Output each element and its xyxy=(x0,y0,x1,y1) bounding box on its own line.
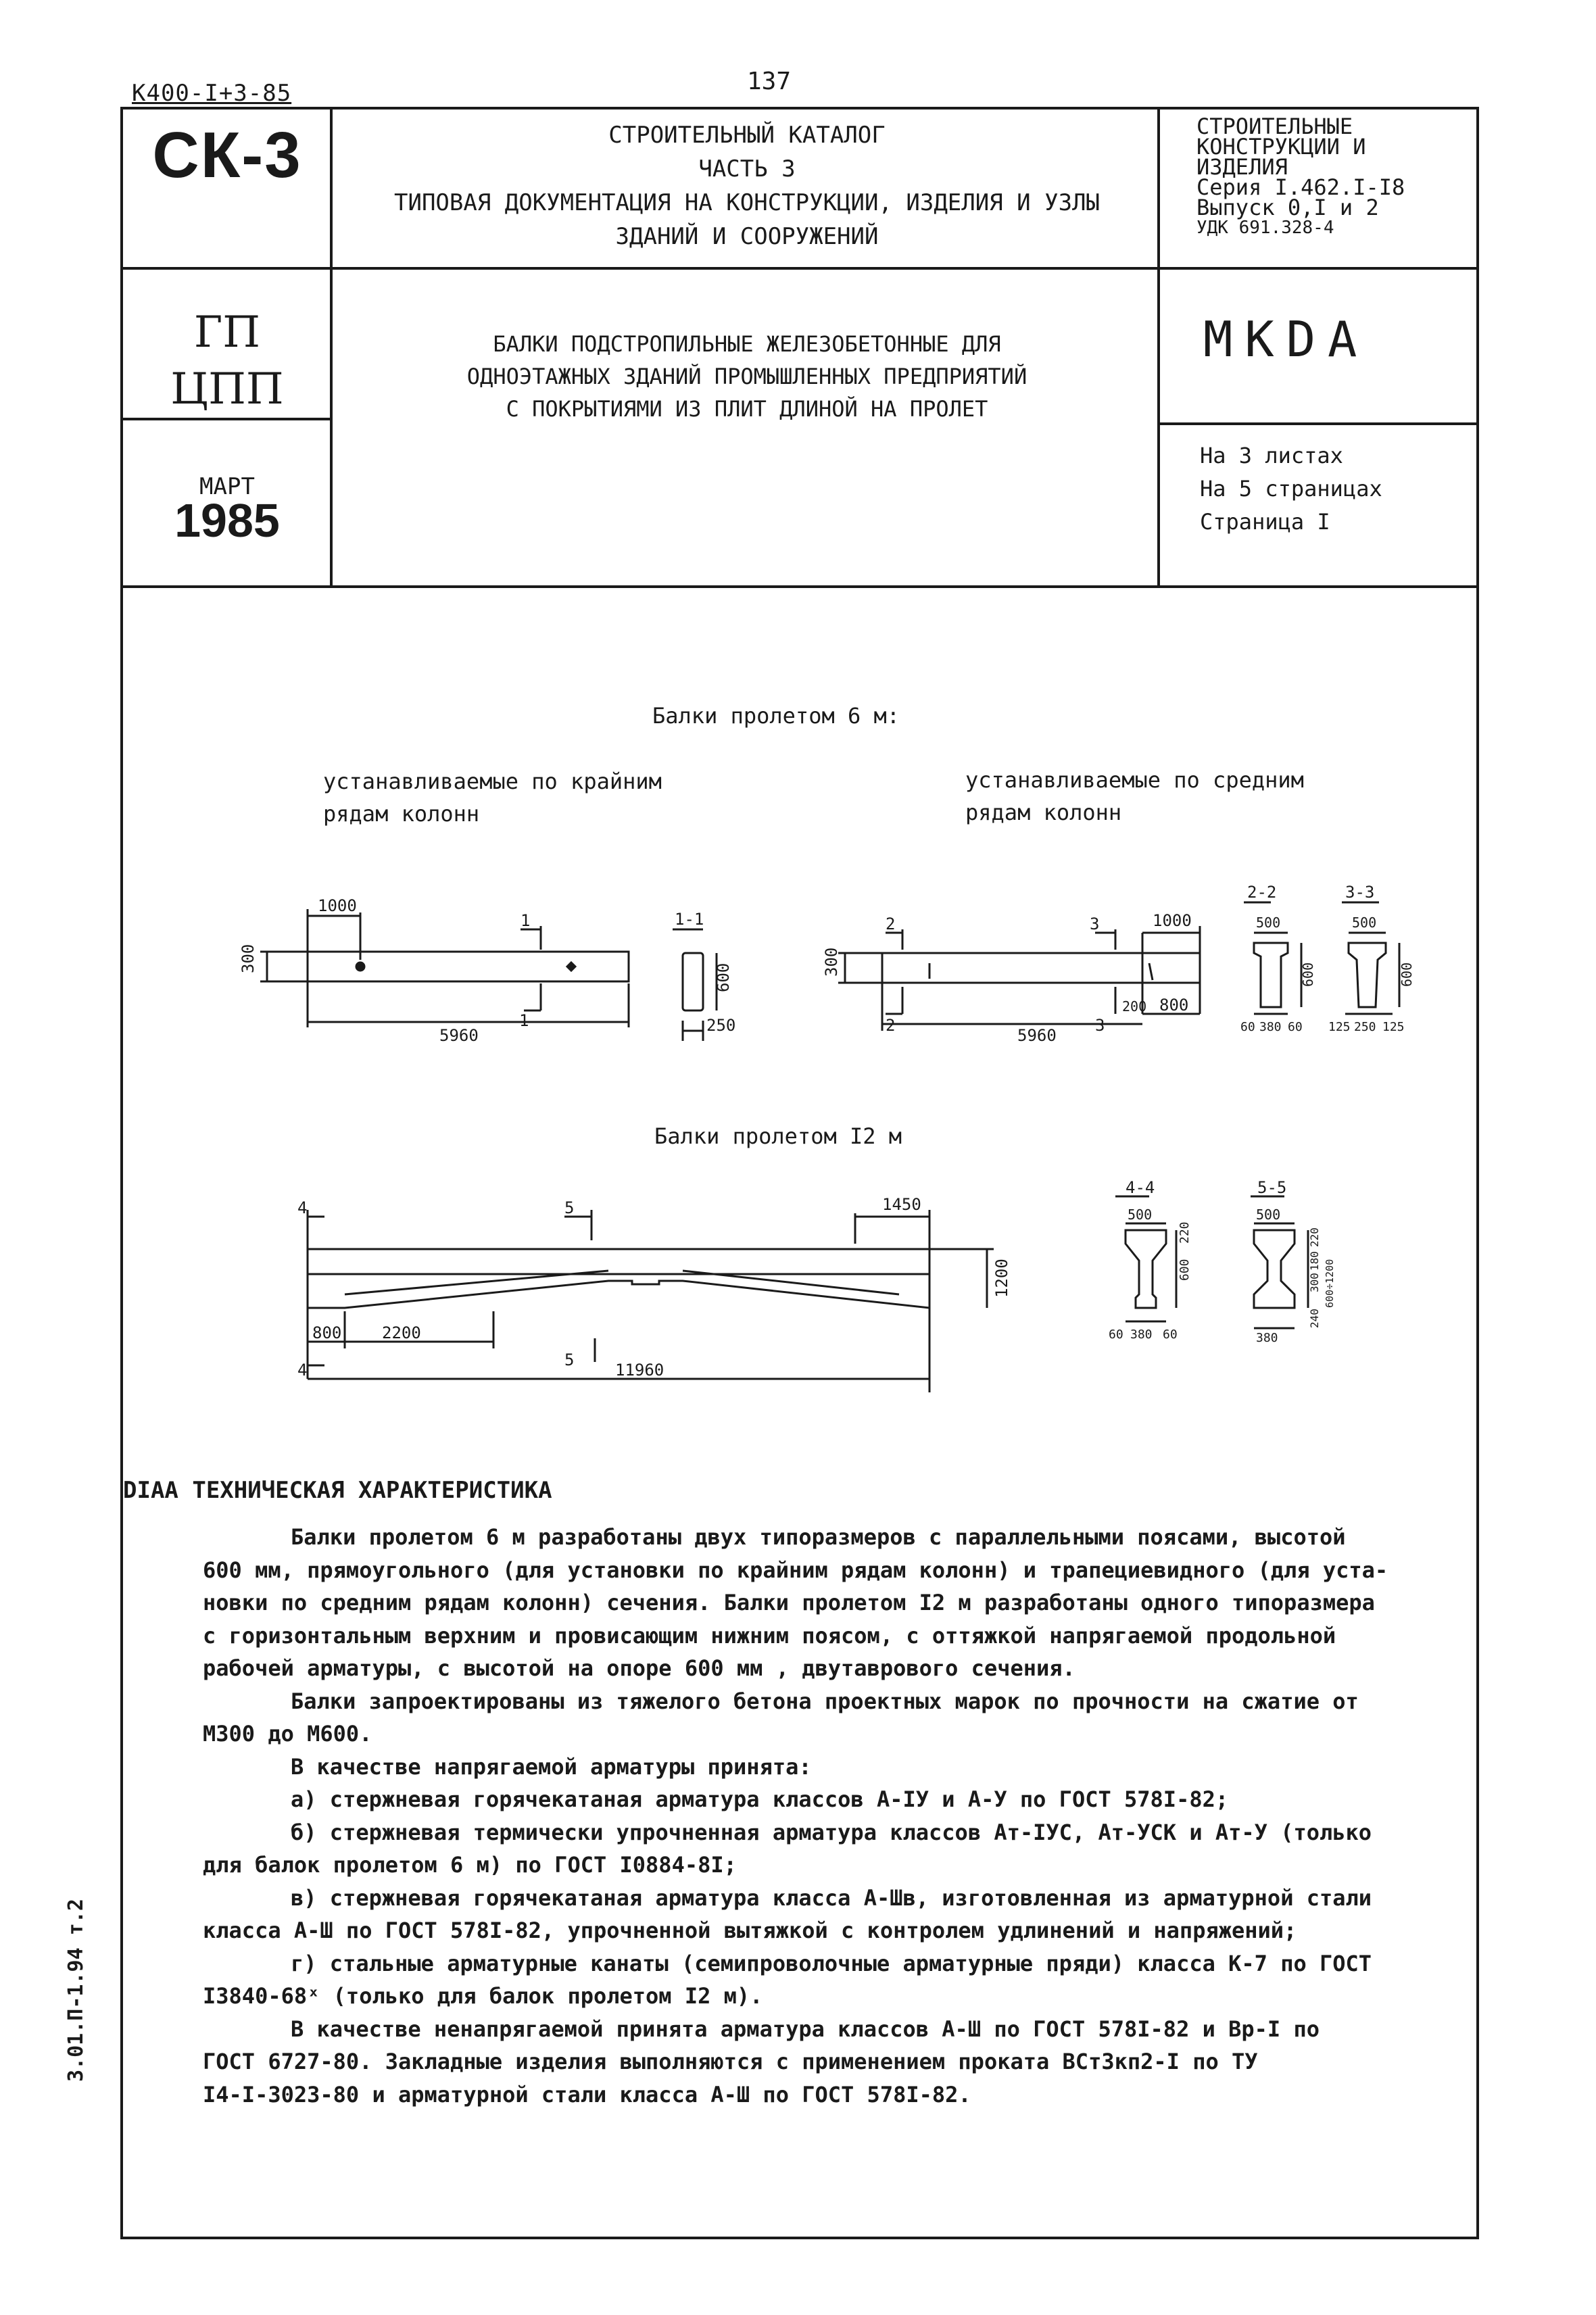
section-3-3 xyxy=(1349,943,1386,1007)
text-line: в) стержневая горячекатаная арматура класса А-Шв, изготовленная из арматурной стали xyxy=(291,1884,1372,1911)
dim-text: 380 xyxy=(1256,1331,1278,1345)
classification-mark: МКDА xyxy=(1203,311,1370,368)
text-line: рабочей арматуры, с высотой на опоре 600 мм , двутаврового сечения. xyxy=(203,1655,1075,1681)
text-line: Балки запроектированы из тяжелого бетона проектных марок по прочности на сжатие от xyxy=(291,1688,1359,1714)
section-label: 1-1 xyxy=(675,910,704,929)
dim-text: 600 xyxy=(1178,1259,1192,1281)
dim-text: 1000 xyxy=(1153,911,1192,930)
org-line: ЦПП xyxy=(170,364,284,414)
dim-text: 180 xyxy=(1308,1251,1321,1271)
dim-text: 1450 xyxy=(882,1195,921,1214)
span12-title: Балки пролетом I2 м xyxy=(654,1123,902,1149)
cut-label: 4 xyxy=(297,1198,308,1217)
text-line: для балок пролетом 6 м) по ГОСТ I0884-8I; xyxy=(203,1852,737,1878)
section-label: 3-3 xyxy=(1345,883,1375,902)
series-line: Серия I.462.I-I8 xyxy=(1196,174,1405,200)
udk-line: УДК 691.328-4 xyxy=(1196,218,1334,238)
dim-text: 500 xyxy=(1352,915,1377,931)
dim-text: 250 xyxy=(706,1016,736,1035)
dim-text: 500 xyxy=(1256,1207,1281,1223)
dim-text: 600 xyxy=(1300,962,1316,987)
technical-description xyxy=(203,1521,1440,2111)
catalog-line: ЧАСТЬ 3 xyxy=(698,155,796,182)
dim-text: 125 xyxy=(1328,1020,1351,1034)
text-line: В качестве напрягаемой арматуры принята: xyxy=(291,1753,812,1780)
dim-text: 380 xyxy=(1130,1327,1153,1342)
page-index: Страница I xyxy=(1200,509,1330,535)
section-5-5 xyxy=(1254,1230,1295,1308)
dim-text: 800 xyxy=(1159,996,1189,1015)
catalog-line: СТРОИТЕЛЬНЫЙ КАТАЛОГ xyxy=(608,122,886,149)
text-line: а) стержневая горячекатаная арматура классов А-IУ и А-У по ГОСТ 578I-82; xyxy=(291,1786,1229,1812)
caption-line: рядам колонн xyxy=(965,800,1122,825)
dim-text: 220 xyxy=(1308,1227,1321,1247)
span6-title: Балки пролетом 6 м: xyxy=(652,703,900,729)
section-line: СТРОИТЕЛЬНЫЕ xyxy=(1196,114,1353,139)
dim-text: 220 xyxy=(1178,1221,1192,1244)
title-line: БАЛКИ ПОДСТРОПИЛЬНЫЕ ЖЕЛЕЗОБЕТОННЫЕ ДЛЯ xyxy=(493,331,1001,357)
cut-label: 2 xyxy=(886,915,896,933)
dim-text: 1000 xyxy=(318,896,357,915)
title-line: ОДНОЭТАЖНЫХ ЗДАНИЙ ПРОМЫШЛЕННЫХ ПРЕДПРИЯТИЙ xyxy=(466,364,1027,389)
dim-text: 380 xyxy=(1259,1020,1282,1034)
dim-text: 300 xyxy=(1308,1273,1321,1292)
lifting-mark xyxy=(567,962,575,971)
dim-text: 200 xyxy=(1122,998,1147,1015)
text-line: новки по средним рядам колонн) сечения. Балки пролетом I2 м разработаны одного типоразмера xyxy=(203,1590,1375,1615)
text-line: I3840-68ˣ (только для балок пролетом I2 м). xyxy=(203,1983,763,2009)
cut-label: 1 xyxy=(521,911,531,930)
dim-text: 5960 xyxy=(1017,1026,1057,1045)
lifting-hole xyxy=(356,962,364,971)
text-line: I4-I-3023-80 и арматурной стали класса А-Ш по ГОСТ 578I-82. xyxy=(203,2081,971,2107)
section-label: 2-2 xyxy=(1247,883,1277,902)
catalog-line: ЗДАНИЙ И СООРУЖЕНИЙ xyxy=(615,223,879,250)
dim-text: 800 xyxy=(312,1323,342,1342)
section-label: 4-4 xyxy=(1126,1178,1155,1197)
dim-text: 300 xyxy=(239,944,258,973)
dim-text: 60 xyxy=(1240,1020,1255,1034)
dim-text: 500 xyxy=(1128,1207,1153,1223)
text-line: 600 мм, прямоугольного (для установки по крайним рядам колонн) и трапециевидного (для уста- xyxy=(203,1557,1388,1583)
cut-label: 3 xyxy=(1095,1016,1105,1035)
cut-label: 4 xyxy=(297,1361,308,1380)
cut-label: 1 xyxy=(519,1011,529,1030)
cut-label: 5 xyxy=(564,1350,575,1369)
section-2-2 xyxy=(1254,943,1288,1007)
sheets-count: На 3 листах xyxy=(1200,443,1343,468)
caption-line: рядам колонн xyxy=(323,801,480,827)
catalog-line: ТИПОВАЯ ДОКУМЕНТАЦИЯ НА КОНСТРУКЦИИ, ИЗДЕЛИЯ И УЗЛЫ xyxy=(394,189,1100,216)
text-line: класса А-Ш по ГОСТ 578I-82, упрочненной вытяжкой с контролем удлинений и напряжений; xyxy=(203,1918,1297,1943)
text-line: г) стальные арматурные канаты (семипроволочные арматурные пряди) класса К-7 по ГОСТ xyxy=(291,1950,1372,1976)
dim-text: 300 xyxy=(822,947,841,977)
dim-text: 600 xyxy=(1399,962,1415,987)
dim-text: 600÷1200 xyxy=(1324,1259,1336,1308)
side-code: 3.01.П-1.94 т.2 xyxy=(64,1899,88,2082)
section-line: ИЗДЕЛИЯ xyxy=(1196,154,1288,180)
dim-text: 1200 xyxy=(992,1259,1011,1298)
cut-label: 3 xyxy=(1090,915,1100,933)
section-line: КОНСТРУКЦИИ И xyxy=(1196,134,1366,160)
text-line: б) стержневая термически упрочненная арматура классов Ат-IУС, Ат-УСК и Ат-У (только xyxy=(291,1819,1372,1845)
dim-text: 2200 xyxy=(382,1323,421,1342)
title-line: С ПОКРЫТИЯМИ ИЗ ПЛИТ ДЛИНОЙ НА ПРОЛЕТ xyxy=(506,396,988,422)
dim-text: 500 xyxy=(1256,915,1281,931)
dim-text: 240 xyxy=(1308,1309,1321,1328)
section-4-4 xyxy=(1126,1230,1166,1308)
caption-line: устанавливаемые по крайним xyxy=(323,769,662,794)
beam-12m-top-chord xyxy=(308,1249,929,1274)
section-label: 5-5 xyxy=(1257,1178,1287,1197)
document-code: К400-I+3-85 xyxy=(132,80,292,107)
mark xyxy=(1149,963,1153,980)
dim-text: 125 xyxy=(1382,1020,1405,1034)
issue-line: Выпуск 0,I и 2 xyxy=(1196,195,1379,220)
beam-12m-bottom-chord xyxy=(308,1274,929,1308)
caption-line: устанавливаемые по средним xyxy=(965,767,1304,793)
text-line: с горизонтальным верхним и провисающим нижним поясом, с оттяжкой напрягаемой продольной xyxy=(203,1622,1336,1649)
dim-text: 600 xyxy=(714,962,733,992)
cut-label: 5 xyxy=(564,1198,575,1217)
dim-text: 250 xyxy=(1354,1020,1376,1034)
dim-text: 11960 xyxy=(615,1361,664,1380)
text-line: В качестве ненапрягаемой принята арматура классов А-Ш по ГОСТ 578I-82 и Вр-I по xyxy=(291,2016,1320,2042)
org-line: ГП xyxy=(193,308,261,358)
dim-text: 60 xyxy=(1109,1327,1123,1342)
text-line: М300 до М600. xyxy=(203,1721,372,1747)
dim-text: 60 xyxy=(1288,1020,1303,1034)
section-1-1 xyxy=(683,953,703,1010)
cut-label: 2 xyxy=(886,1016,896,1035)
section-heading: DIАА ТЕХНИЧЕСКАЯ ХАРАКТЕРИСТИКА xyxy=(123,1477,552,1504)
pages-count: На 5 страницах xyxy=(1200,476,1382,502)
release-month: МАРТ xyxy=(199,473,255,500)
catalog-code: СК-3 xyxy=(152,119,302,191)
dim-text: 5960 xyxy=(439,1026,479,1045)
release-year: 1985 xyxy=(174,494,280,547)
text-line: ГОСТ 6727-80. Закладные изделия выполняются с применением проката ВСт3кп2-I по ТУ xyxy=(203,2049,1258,2074)
text-line: Балки пролетом 6 м разработаны двух типоразмеров с параллельными поясами, высотой xyxy=(291,1524,1346,1550)
page-number: 137 xyxy=(747,68,792,95)
dim-text: 60 xyxy=(1163,1327,1178,1342)
